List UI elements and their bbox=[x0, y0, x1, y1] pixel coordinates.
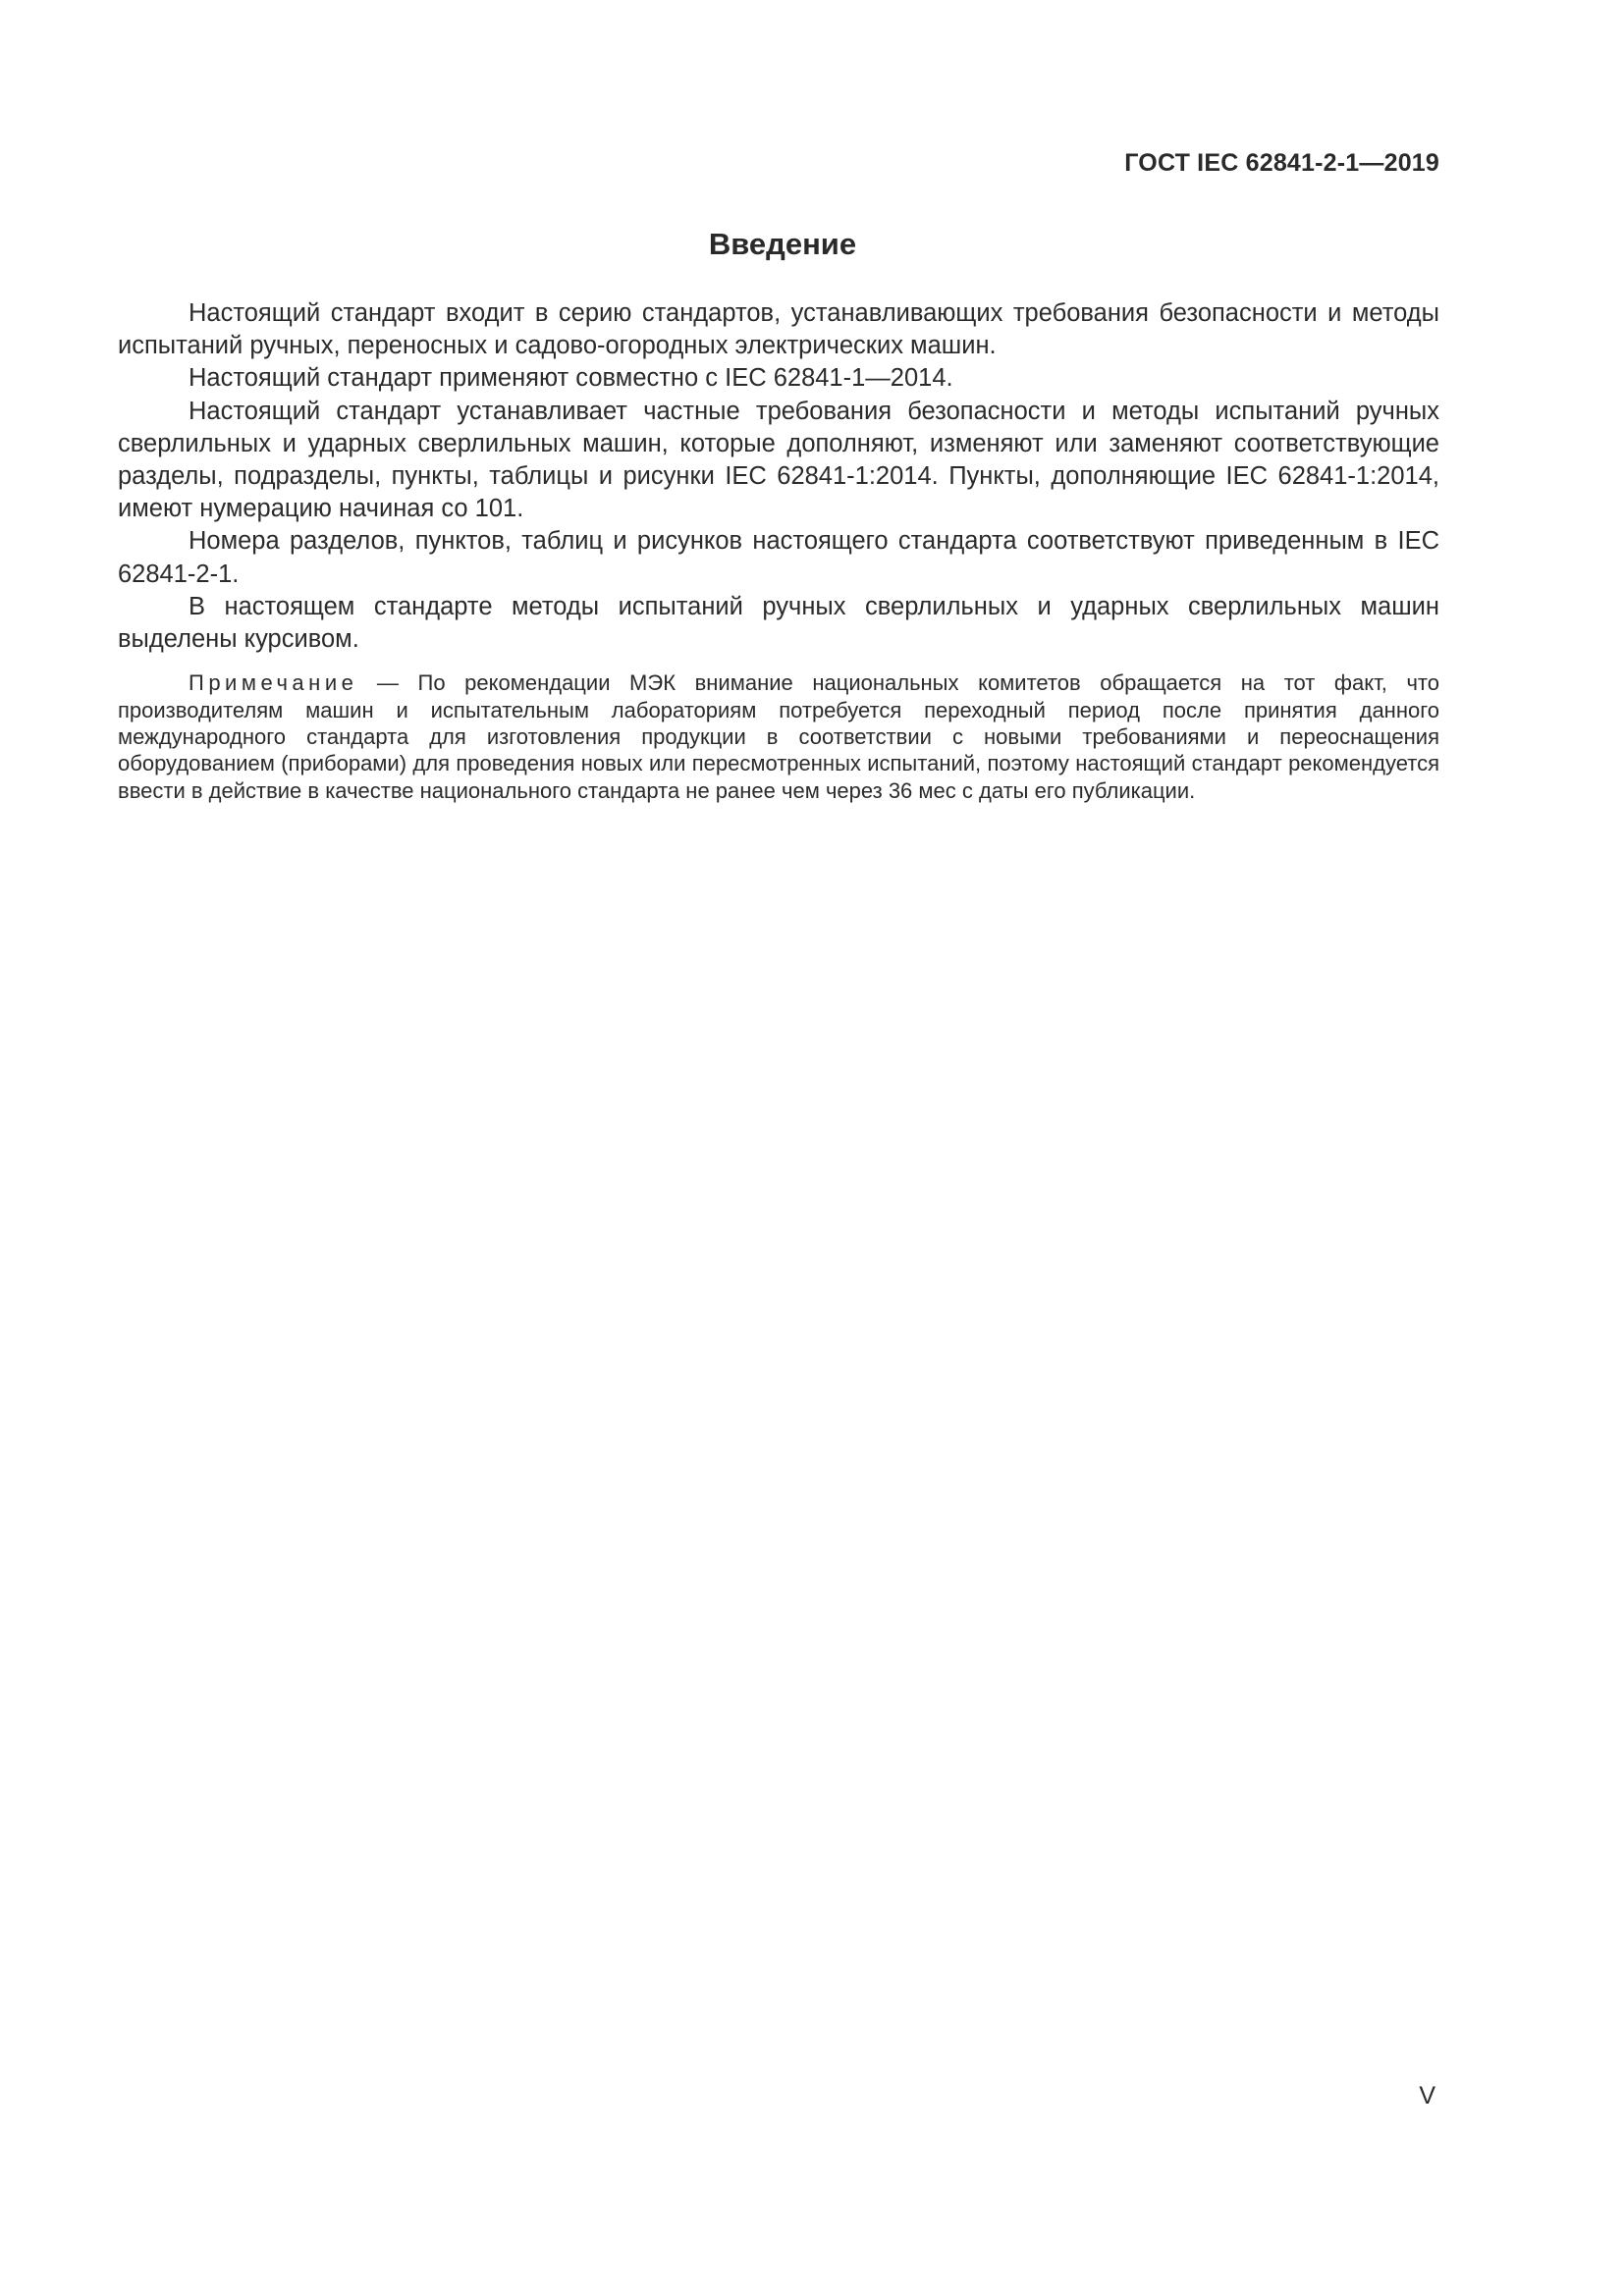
note bbox=[118, 669, 1439, 804]
page-number: V bbox=[1419, 2082, 1435, 2109]
paragraph: В настоящем стандарте методы испытаний ручных сверлильных и ударных сверлильных машин выделены курсивом. bbox=[118, 592, 1439, 654]
note-text: По рекомендации МЭК внимание национальных комитетов обращается на тот факт, что производителям машин и испытательным лабораториям потребуется переходный период после принятия данного международного стандарта для изготовления продукции в соответствии с новыми требованиями и переоснащения оборудованием (приборами) для проведения новых или пересмотренных испытаний, поэтому настоящий стандарт рекомендуется ввести в действие в качестве национального стандарта не ранее чем через 36 мес с даты его публикации. bbox=[118, 670, 1439, 803]
paragraph: Номера разделов, пунктов, таблиц и рисунков настоящего стандарта соответствуют приведенным в IEC 62841-2-1. bbox=[118, 527, 1439, 588]
note-label: Примечание bbox=[189, 670, 358, 696]
document-body bbox=[118, 297, 1439, 804]
document-code: ГОСТ IEC 62841-2-1—2019 bbox=[1124, 149, 1439, 177]
section-title: Введение bbox=[708, 227, 857, 261]
paragraph: Настоящий стандарт входит в серию стандартов, устанавливающих требования безопасности и методы испытаний ручных, переносных и садово-огородных электрических машин. bbox=[118, 299, 1439, 360]
paragraph: Настоящий стандарт устанавливает частные требования безопасности и методы испытаний ручных сверлильных и ударных сверлильных машин, которые дополняют, изменяют или заменяют соответствующие разделы, подразделы, пункты, таблицы и рисунки IEC 62841-1:2014. Пункты, дополняющие IEC 62841-1:2014, имеют нумерацию начиная со 101. bbox=[118, 397, 1439, 523]
paragraph: Настоящий стандарт применяют совместно с IEC 62841-1—2014. bbox=[189, 364, 953, 393]
note-separator: — bbox=[357, 670, 418, 696]
